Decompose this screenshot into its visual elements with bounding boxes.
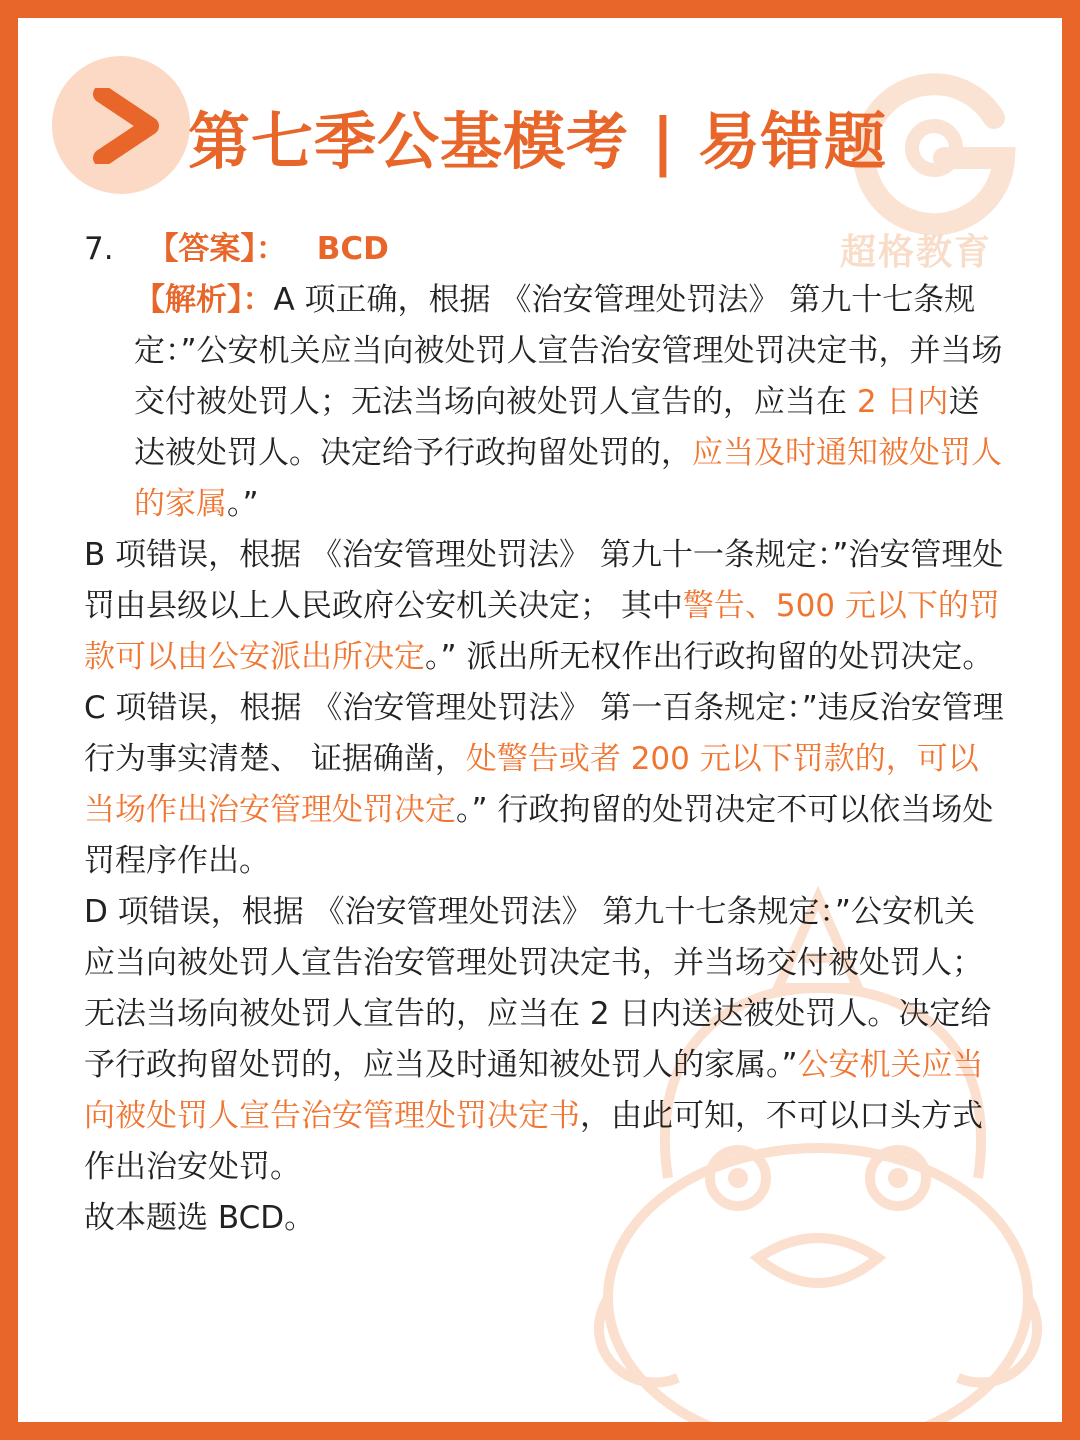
highlight: 处警告或者 200 元以下罚款的，可以当场作出治安管理处罚决定 — [84, 741, 979, 828]
brand-watermark: 超格教育 — [840, 232, 993, 273]
answer-label: 【答案】： — [147, 231, 287, 267]
answer-value: BCD — [316, 231, 389, 267]
page-title: 第七季公基模考 | 易错题 — [188, 105, 887, 178]
option-c-analysis: C 项错误，根据 《治安管理处罚法》 第一百条规定：”违反治安管理行为事实清楚、 证据确凿，处警告或者 200 元以下罚款的，可以当场作出治安管理处罚决定。” 行政拘留的处罚决定不可以依当场处罚程序作出。 — [84, 690, 1004, 879]
highlight: 应当及时通知被处罚人的家属 — [134, 435, 1002, 522]
question-number: 7. — [84, 231, 114, 267]
option-b-analysis: B 项错误，根据 《治安管理处罚法》 第九十一条规定：”治安管理处罚由县级以上人民政府公安机关决定； 其中警告、500 元以下的罚款可以由公安派出所决定。” 派出所无权作出行政拘留的处罚决定。 — [84, 537, 1004, 675]
option-d-analysis: D 项错误，根据 《治安管理处罚法》 第九十七条规定：”公安机关应当向被处罚人宣告治安管理处罚决定书，并当场交付被处罚人； 无法当场向被处罚人宣告的，应当在 2 日内送达被处罚人。决定给予行政拘留处罚的，应当及时通知被处罚人的家属。”公安机关应当向被处罚人宣告治安管理处罚决定书，由此可知，不可以口头方式作出治安处罚。 — [84, 894, 992, 1185]
explanation-body — [84, 224, 1004, 1244]
page-card — [18, 18, 1062, 1422]
analysis-label: 【解析】： — [134, 282, 274, 318]
option-a-analysis: 【解析】：A 项正确，根据 《治安管理处罚法》 第九十七条规定：”公安机关应当向被处罚人宣告治安管理处罚决定书，并当场交付被处罚人；无法当场向被处罚人宣告的，应当在 2 日内送达被处罚人。决定给予行政拘留处罚的，应当及时通知被处罚人的家属。” — [134, 282, 1003, 522]
conclusion: 故本题选 BCD。 — [84, 1200, 316, 1236]
answer-line — [84, 224, 1004, 275]
highlight: 公安机关应当向被处罚人宣告治安管理处罚决定书 — [84, 1047, 984, 1134]
chevron-right-icon — [88, 88, 164, 164]
highlight: 2 日内 — [847, 384, 949, 420]
highlight: 警告、500 元以下的罚款可以由公安派出所决定 — [84, 588, 1000, 675]
